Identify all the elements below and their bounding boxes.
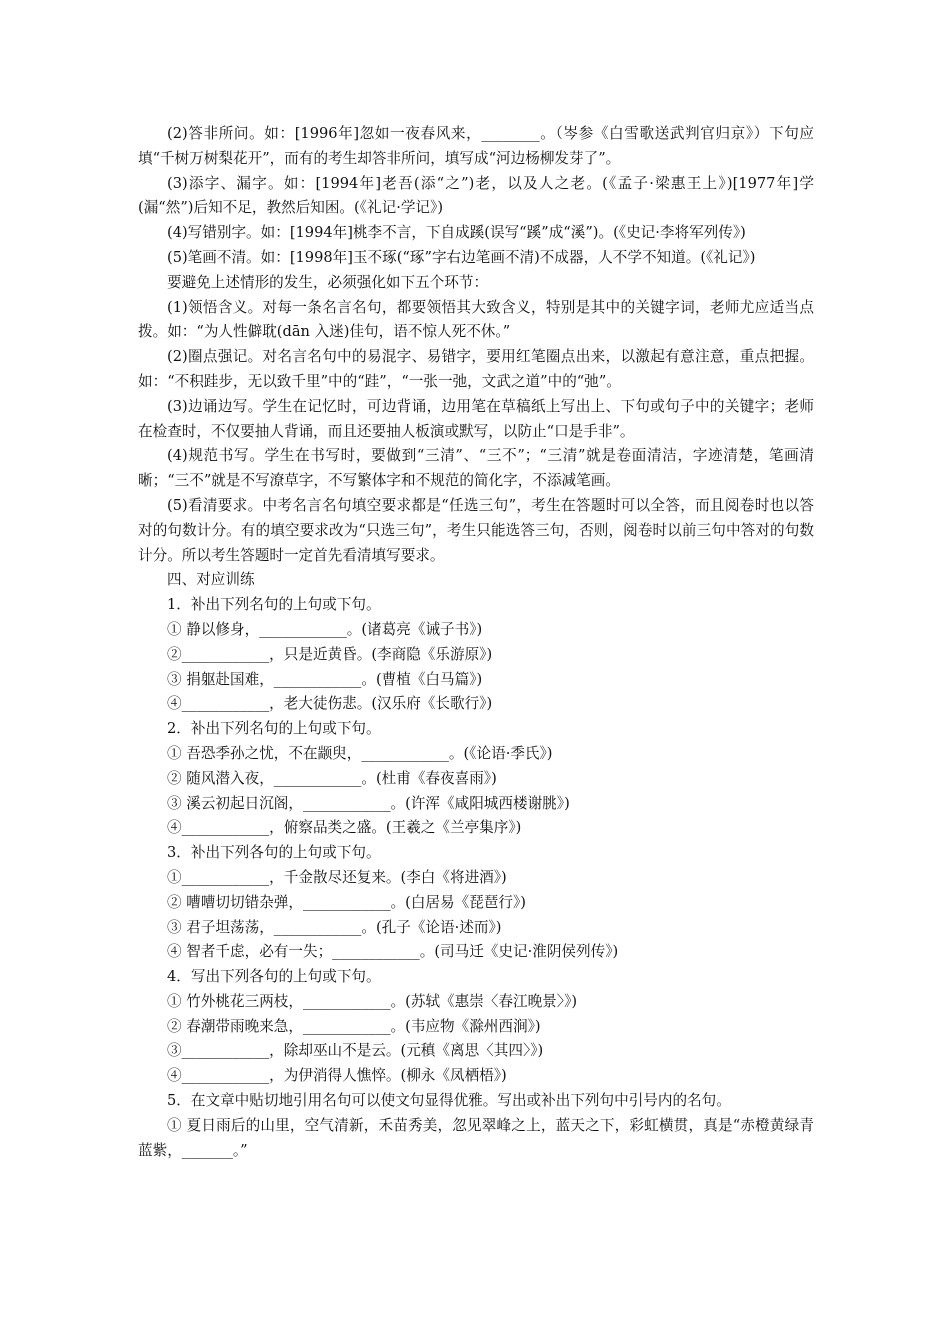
paragraph: 3．补出下列各句的上句或下句。 <box>167 844 381 862</box>
paragraph: (5)看清要求。中考名言名句填空要求都是“任选三句”，考生在答题时可以全答，而且阅卷时也以答对的句数计分。有的填空要求改为“只选三句”，考生只能选答三句，否则，阅卷时以前三句中答对的句数计分。所以考生答题时一定首先看清填写要求。 <box>138 496 814 564</box>
paragraph: ④____________，为伊消得人憔悴。(柳永《凤栖梧》) <box>167 1067 507 1085</box>
paragraph: 2．补出下列名句的上句或下句。 <box>167 720 381 738</box>
paragraph: ① 吾恐季孙之忧，不在颛臾，____________。(《论语·季氏》) <box>167 744 553 762</box>
document-body <box>138 122 814 1163</box>
paragraph: ④ 智者千虑，必有一失；____________。(司马迁《史记·淮阴侯列传》) <box>167 943 619 961</box>
paragraph: (4)规范书写。学生在书写时，要做到“三清”、“三不”；“三清”就是卷面清洁，字迹清楚，笔画清晰；“三不”就是不写潦草字，不写繁体字和不规范的简化字，不添减笔画。 <box>138 447 814 490</box>
paragraph: ①____________，千金散尽还复来。(李白《将进酒》) <box>167 868 507 886</box>
paragraph: ② 春潮带雨晚来急，____________。(韦应物《滁州西涧》) <box>167 1017 541 1035</box>
paragraph: (1)领悟含义。对每一条名言名句，都要领悟其大致含义，特别是其中的关键字词，老师尤应适当点拨。如：“为人性僻耽(dān 入迷)佳句，语不惊人死不休。” <box>138 298 814 341</box>
paragraph: ③____________，除却巫山不是云。(元稹《离思〈其四〉》) <box>167 1042 544 1060</box>
paragraph: ②____________，只是近黄昏。(李商隐《乐游原》) <box>167 645 493 663</box>
paragraph: 1．补出下列名句的上句或下句。 <box>167 596 381 614</box>
paragraph: (3)边诵边写。学生在记忆时，可边背诵，边用笔在草稿纸上写出上、下句或句子中的关键字；老师在检查时，不仅要抽人背诵，而且还要抽人板演或默写，以防止“口是手非”。 <box>138 397 814 440</box>
paragraph: (2)答非所问。如：[1996年]忽如一夜春风来，________。（岑参《白雪歌送武判官归京》）下句应填“千树万树梨花开”，而有的考生却答非所问，填写成“河边杨柳发芽了”。 <box>138 125 814 167</box>
paragraph: ① 夏日雨后的山里，空气清新，禾苗秀美，忽见翠峰之上，蓝天之下，彩虹横贯，真是“赤橙黄绿青蓝紫，_______。” <box>138 1116 814 1159</box>
paragraph: ④____________，老大徒伤悲。(汉乐府《长歌行》) <box>167 695 493 713</box>
paragraph: ② 嘈嘈切切错杂弹，____________。(白居易《琵琶行》) <box>167 893 526 911</box>
paragraph: ① 静以修身，____________。(诸葛亮《诫子书》) <box>167 620 483 638</box>
paragraph: ④____________，俯察品类之盛。(王羲之《兰亭集序》) <box>167 819 522 837</box>
paragraph: ① 竹外桃花三两枝，____________。(苏轼《惠崇〈春江晚景〉》) <box>167 992 578 1010</box>
paragraph: ③ 溪云初起日沉阁，____________。(许浑《咸阳城西楼谢朓》) <box>167 794 570 812</box>
paragraph: (4)写错别字。如：[1994年]桃李不言，下自成蹊(误写“蹊”成“溪”)。(《史记·李将军列传》) <box>167 224 746 242</box>
paragraph: (2)圈点强记。对名言名句中的易混字、易错字，要用红笔圈点出来，以激起有意注意，重点把握。如：“不积跬步，无以致千里”中的“跬”，“一张一弛，文武之道”中的“弛”。 <box>138 348 814 390</box>
paragraph: 要避免上述情形的发生，必须强化如下五个环节： <box>167 273 489 291</box>
paragraph: (3)添字、漏字。如：[1994年]老吾(添“之”)老，以及人之老。(《孟子·梁惠王上》)[1977年]学(漏“然”)后知不足，教然后知困。(《礼记·学记》) <box>138 174 814 217</box>
paragraph: ② 随风潜入夜，____________。(杜甫《春夜喜雨》) <box>167 769 497 787</box>
paragraph: 4．写出下列各句的上句或下句。 <box>167 968 381 986</box>
paragraph: (5)笔画不清。如：[1998年]玉不琢(“琢”字右边笔画不清)不成器，人不学不知道。(《礼记》) <box>167 248 756 266</box>
paragraph: 5．在文章中贴切地引用名句可以使文句显得优雅。写出或补出下列句中引号内的名句。 <box>167 1092 731 1110</box>
paragraph: ③ 君子坦荡荡，____________。(孔子《论语·述而》) <box>167 918 502 936</box>
paragraph: ③ 捐躯赴国难，____________。(曹植《白马篇》) <box>167 670 483 688</box>
paragraph: 四、对应训练 <box>167 571 255 589</box>
